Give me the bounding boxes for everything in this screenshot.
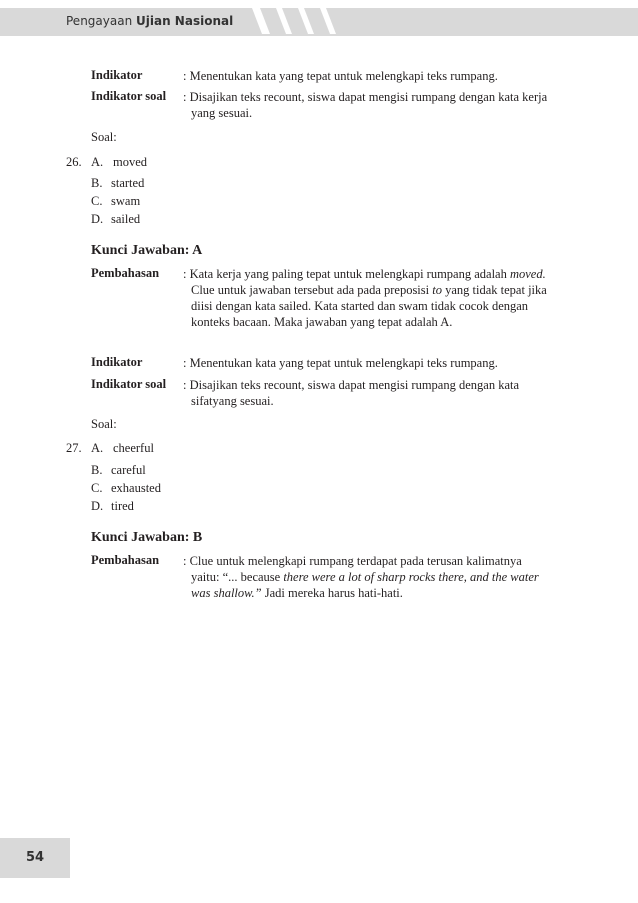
q26-pembahasan-line2: Clue untuk jawaban tersebut ada pada preposisi to yang tidak tepat jika bbox=[191, 283, 547, 297]
header-rule bbox=[0, 34, 638, 36]
q26-indikator-soal-line2: yang sesuai. bbox=[191, 106, 253, 120]
q27-indikator-soal-line1: : Disajikan teks recount, siswa dapat mengisi rumpang dengan kata bbox=[183, 378, 520, 392]
q26-option-a-letter: A. bbox=[91, 155, 104, 169]
q26-indikator-label: Indikator bbox=[91, 68, 143, 82]
q27-number: 27. bbox=[66, 441, 82, 455]
q26-pembahasan-line3: diisi dengan kata sailed. Kata started dan swam tidak cocok dengan bbox=[191, 299, 529, 313]
header-stripes-decoration bbox=[238, 8, 638, 34]
q27-option-a: cheerful bbox=[113, 441, 154, 455]
q27-indikator-label: Indikator bbox=[91, 355, 143, 369]
q26-indikator: : Menentukan kata yang tepat untuk melengkapi teks rumpang. bbox=[183, 69, 498, 83]
q27-option-c: exhausted bbox=[111, 481, 161, 495]
q27-option-d: tired bbox=[111, 499, 134, 513]
q27-indikator: : Menentukan kata yang tepat untuk melengkapi teks rumpang. bbox=[183, 356, 498, 370]
q26-option-b-letter: B. bbox=[91, 176, 103, 190]
q26-pembahasan-line4: konteks bacaan. Maka jawaban yang tepat adalah A. bbox=[191, 315, 453, 329]
page-number: 54 bbox=[25, 850, 45, 865]
q26-pembahasan-label: Pembahasan bbox=[91, 266, 160, 280]
q27-option-b-letter: B. bbox=[91, 463, 103, 477]
q26-pembahasan-line1: : Kata kerja yang paling tepat untuk melengkapi rumpang adalah moved. bbox=[183, 267, 546, 281]
q27-soal-label: Soal: bbox=[91, 417, 117, 431]
q26-soal-label: Soal: bbox=[91, 130, 117, 144]
q27-pembahasan-line1: : Clue untuk melengkapi rumpang terdapat pada terusan kalimatnya bbox=[183, 554, 522, 568]
q26-option-b: started bbox=[111, 176, 145, 190]
q26-option-c-letter: C. bbox=[91, 194, 103, 208]
q26-kunci-jawaban: Kunci Jawaban: A bbox=[91, 243, 203, 258]
q27-pembahasan-line3: was shallow.” Jadi mereka harus hati-hati. bbox=[191, 586, 403, 600]
q26-number: 26. bbox=[66, 155, 82, 169]
q26-option-d: sailed bbox=[111, 212, 141, 226]
q27-indikator-soal-line2: sifatyang sesuai. bbox=[191, 394, 274, 408]
q27-option-d-letter: D. bbox=[91, 499, 104, 513]
header-title: Pengayaan Ujian Nasional bbox=[66, 14, 234, 28]
q27-option-c-letter: C. bbox=[91, 481, 103, 495]
q26-indikator-soal-label: Indikator soal bbox=[91, 89, 167, 103]
q26-option-c: swam bbox=[111, 194, 141, 208]
q27-kunci-jawaban: Kunci Jawaban: B bbox=[91, 530, 203, 545]
q27-option-a-letter: A. bbox=[91, 441, 104, 455]
q26-indikator-soal-line1: : Disajikan teks recount, siswa dapat mengisi rumpang dengan kata kerja bbox=[183, 90, 548, 104]
q27-option-b: careful bbox=[111, 463, 146, 477]
q27-pembahasan-label: Pembahasan bbox=[91, 553, 160, 567]
q26-option-d-letter: D. bbox=[91, 212, 104, 226]
q26-option-a: moved bbox=[113, 155, 148, 169]
q27-pembahasan-line2: yaitu: “... because there were a lot of sharp rocks there, and the water bbox=[191, 570, 539, 584]
q27-indikator-soal-label: Indikator soal bbox=[91, 377, 167, 391]
